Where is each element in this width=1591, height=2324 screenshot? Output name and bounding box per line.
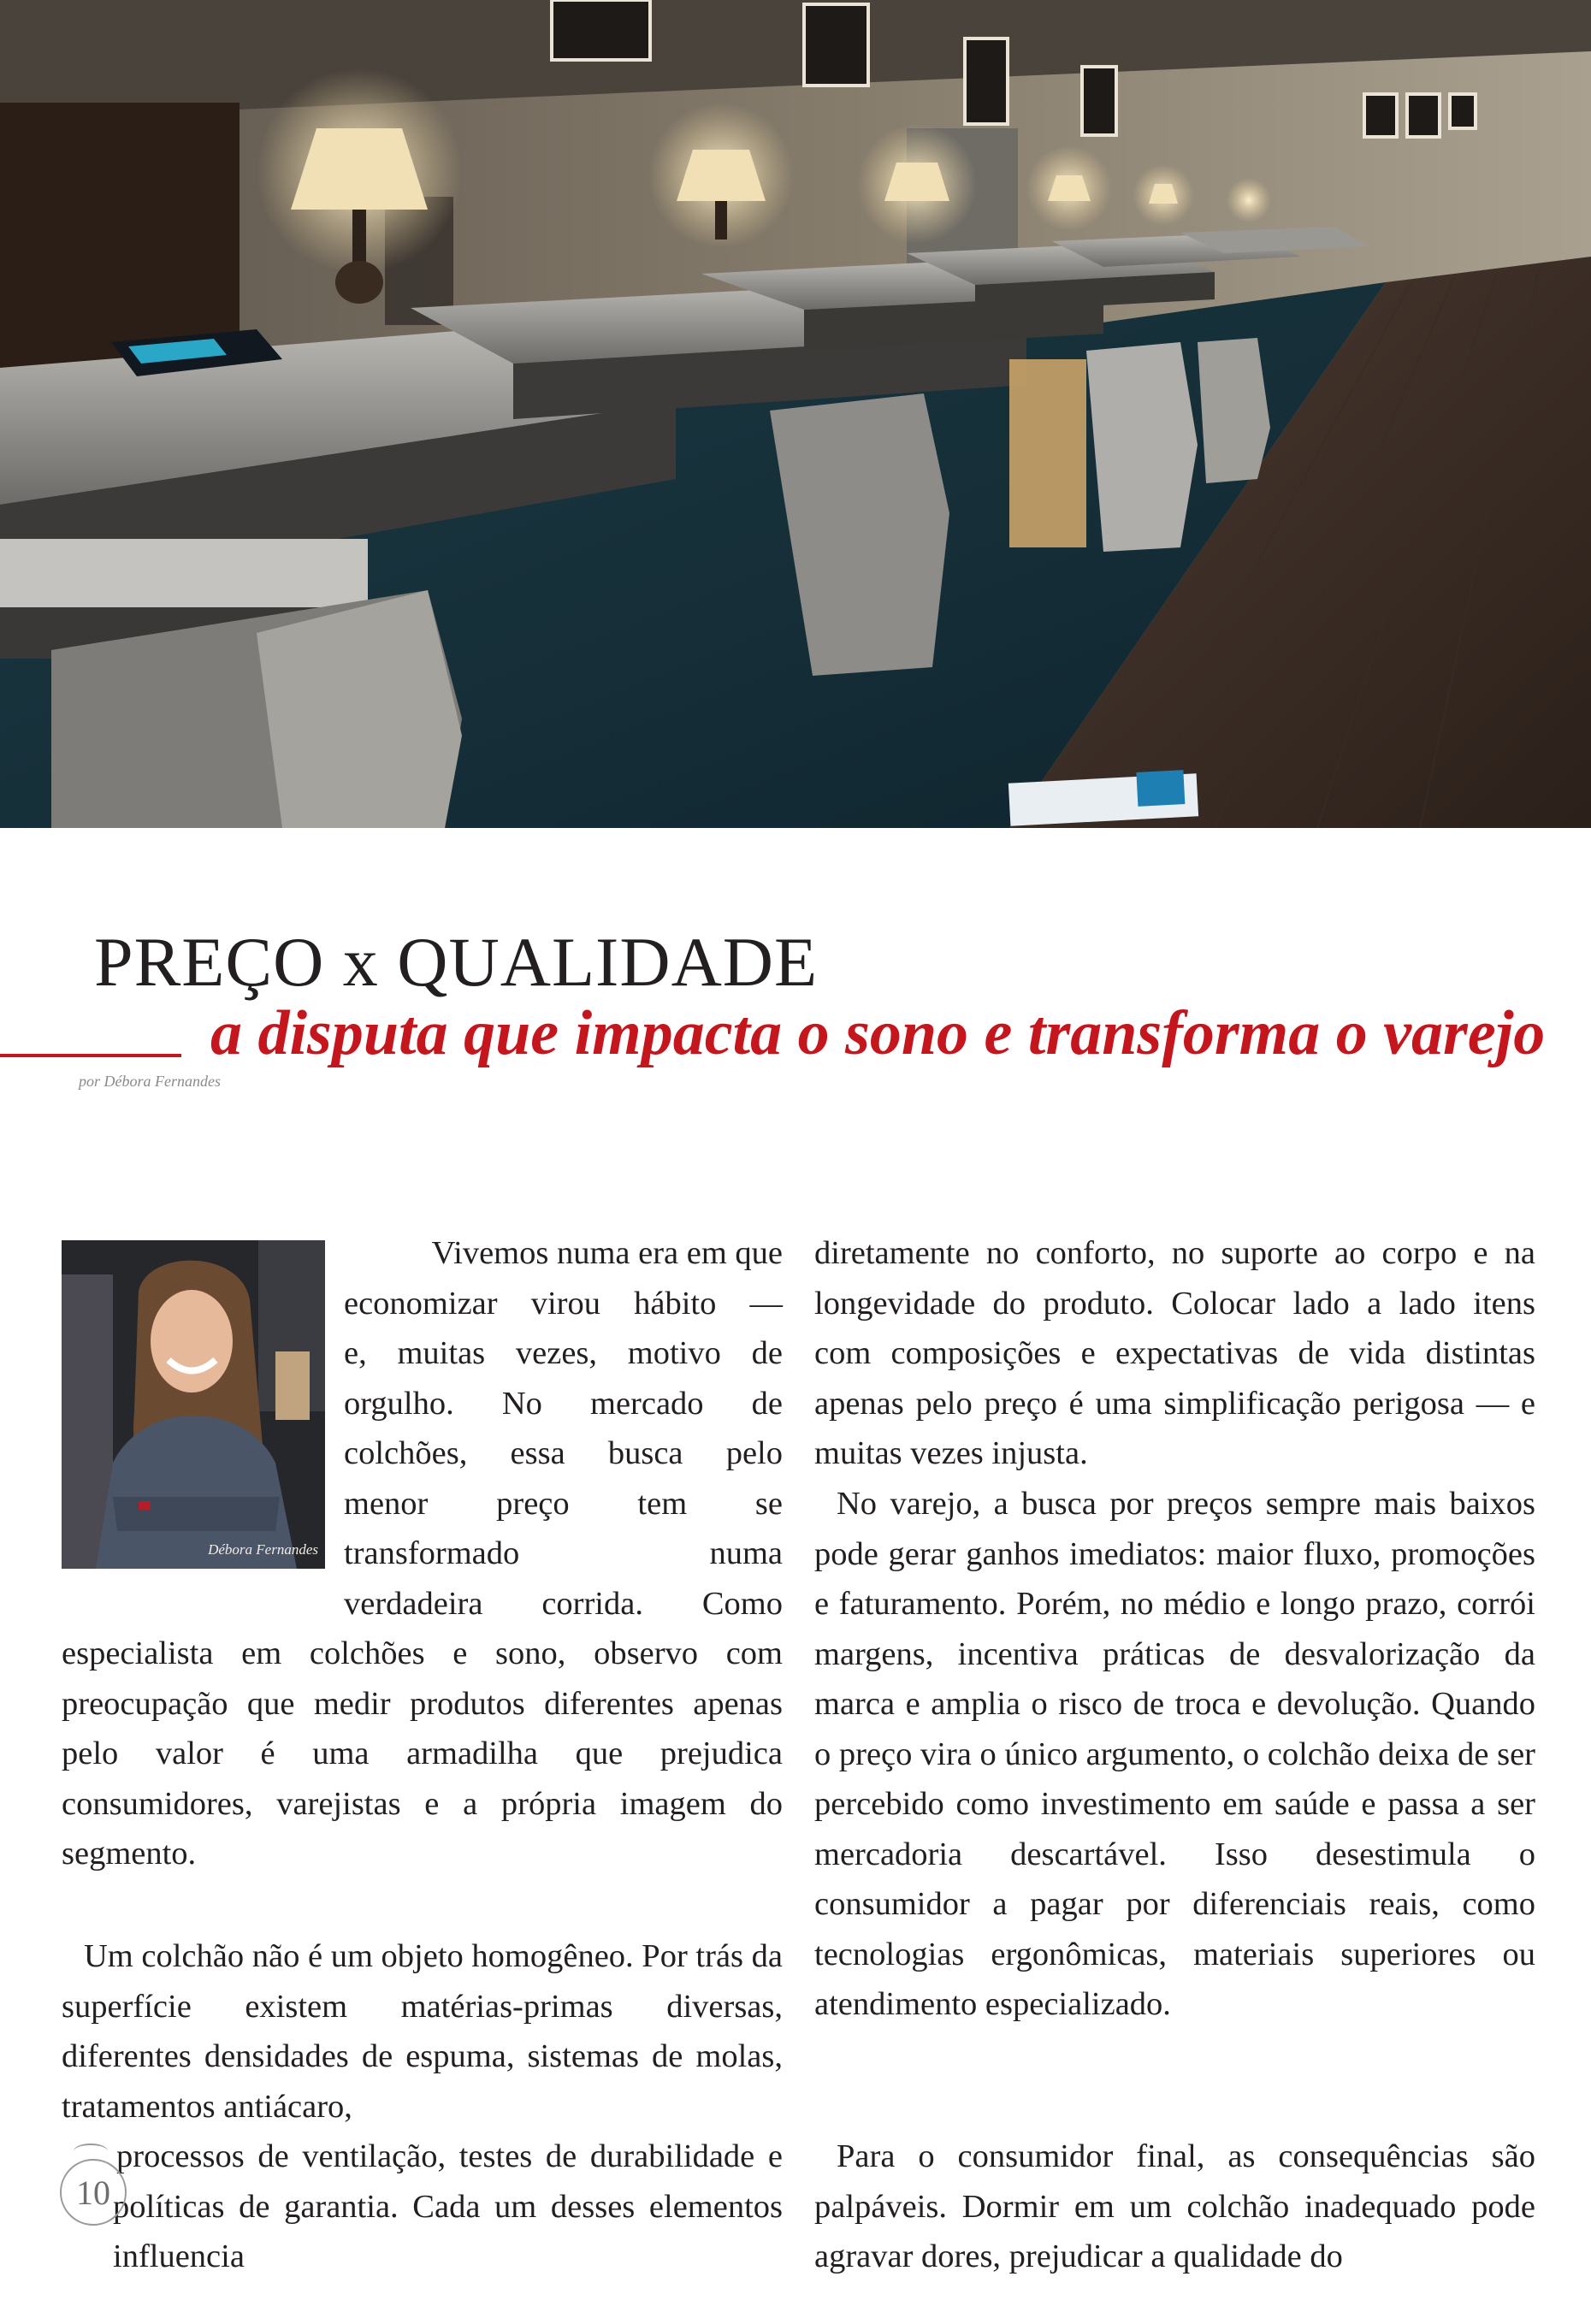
author-portrait [62, 1240, 325, 1569]
page-number-ornament [74, 2144, 108, 2159]
author-photo [62, 1240, 325, 1569]
page-number [60, 2159, 127, 2226]
text-line: colchões, essa busca pelo [344, 1435, 783, 1471]
title-divider [0, 1054, 181, 1057]
paragraph-1-continued: especialista em colchões e sono, observo com preocupação que medir produtos diferentes apenas pelo valor é uma armadilha que prejudica consumidores, varejistas e a própria imagem do segmento. [62, 1635, 783, 1872]
paragraph-5: Para o consumidor final, as consequências são palpáveis. Dormir em um colchão inadequado pode agravar dores, prejudicar a qualidade do [814, 2138, 1535, 2274]
intro-wrap-text [344, 1228, 783, 1629]
hero-photo [0, 0, 1591, 828]
paragraph-2: Um colchão não é um objeto homogêneo. Por trás da superfície existem matérias-primas diversas, diferentes densidades de espuma, sistemas de molas, tratamentos antiácaro, [62, 1938, 783, 2125]
text-line: orgulho. No mercado de [344, 1385, 783, 1422]
paragraph-2-tail: processos de ventilação, testes de durabilidade e políticas de garantia. Cada um desses elementos influencia [113, 2138, 783, 2274]
text-line: e, muitas vezes, motivo de [344, 1335, 783, 1371]
text-line: transformado numa [344, 1535, 783, 1571]
showroom-illustration [0, 0, 1591, 828]
text-line: economizar virou hábito — [344, 1285, 783, 1322]
article-title: PREÇO x QUALIDADE [94, 923, 819, 1001]
paragraph-3: diretamente no conforto, no suporte ao corpo e na longevidade do produto. Colocar lado a lado itens com composições e expectativas de vida distintas apenas pelo preço é uma simplificação perigosa — e muitas vezes injusta. [814, 1235, 1535, 1471]
author-photo-caption: Débora Fernandes [208, 1541, 318, 1558]
article-subtitle: a disputa que impacta o sono e transforma o varejo [210, 998, 1546, 1068]
text-line: verdadeira corrida. Como [344, 1585, 783, 1622]
paragraph-4: No varejo, a busca por preços sempre mais baixos pode gerar ganhos imediatos: maior fluxo, promoções e faturamento. Porém, no médio e longo prazo, corrói margens, incentiva práticas de desvalorização da marca e amplia o risco de troca e devolução. Quando o preço vira o único argumento, o colchão deixa de ser percebido como investimento em saúde e passa a ser mercadoria descartável. Isso desestimula o consumidor a pagar por diferenciais reais, como tecnologias ergonômicas, materiais superiores ou atendimento especializado. [814, 1486, 1535, 2022]
page-number-text: 10 [76, 2173, 110, 2212]
text-line: Vivemos numa era em que [431, 1235, 783, 1271]
text-line: menor preço tem se [344, 1485, 783, 1522]
byline: por Débora Fernandes [79, 1073, 221, 1090]
